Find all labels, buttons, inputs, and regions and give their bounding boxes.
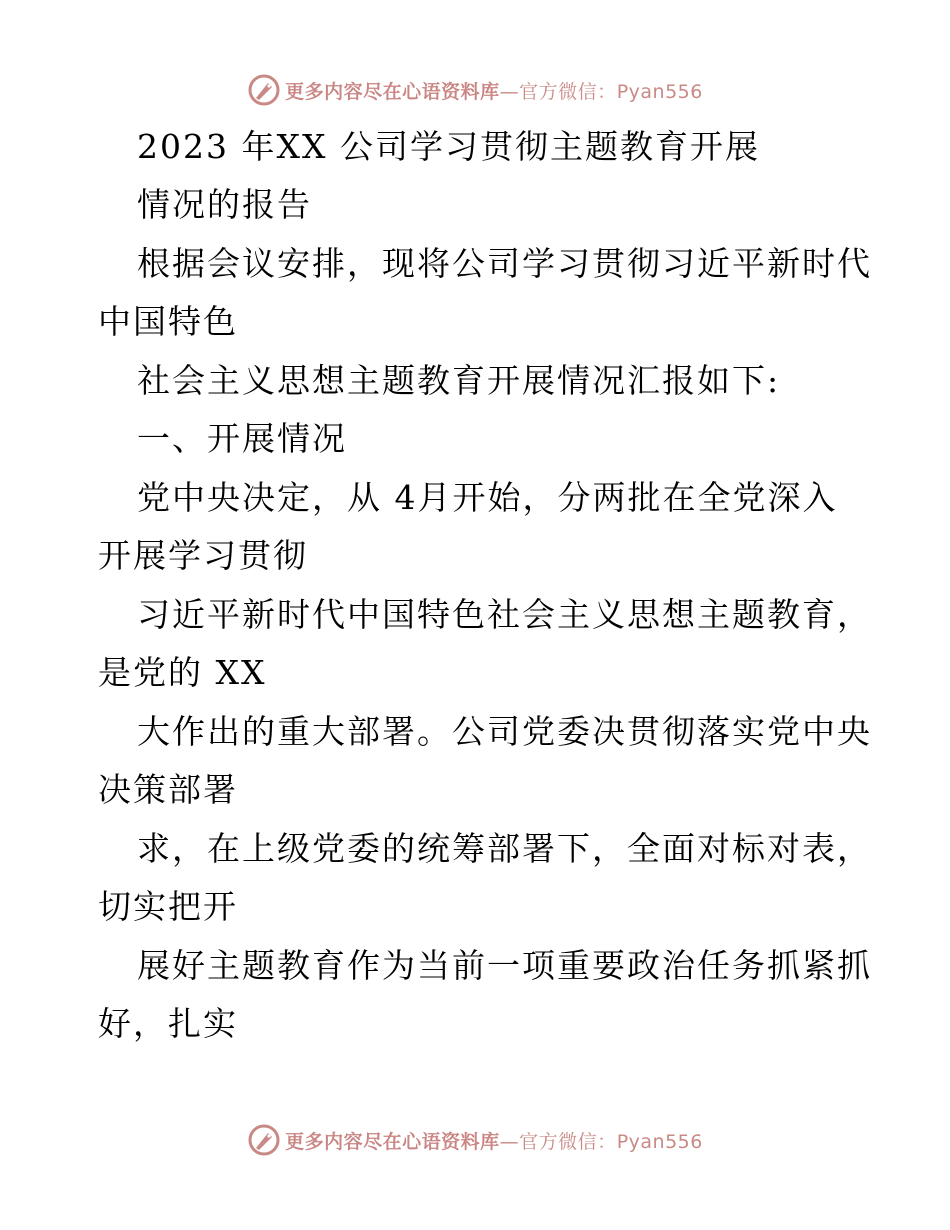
paragraph-line: 切实把开 — [98, 887, 238, 926]
paragraph-line: 好，扎实 — [98, 1004, 238, 1043]
paragraph-line: 社会主义思想主题教育开展情况汇报如下: — [137, 361, 781, 400]
watermark-separator: — — [499, 1130, 520, 1153]
watermark-contact-label: 官方微信： — [519, 80, 617, 103]
paragraph-line: 展好主题教育作为当前一项重要政治任务抓紧抓 — [137, 946, 872, 985]
watermark-contact-id: Pyan556 — [616, 1130, 703, 1153]
watermark-text — [285, 77, 703, 104]
paragraph-line: 开展学习贯彻 — [98, 536, 308, 575]
watermark-separator: — — [499, 80, 520, 103]
watermark-contact-id: Pyan556 — [616, 80, 703, 103]
paragraph-line: 求，在上级党委的统筹部署下，全面对标对表， — [137, 829, 872, 868]
document-title-line-1: 2023 年XX 公司学习贯彻主题教育开展 — [137, 127, 760, 166]
paragraph-line: 党中央决定，从 4月开始，分两批在全党深入 — [137, 478, 838, 517]
section-heading: 一、开展情况 — [137, 419, 347, 458]
watermark-brand: 更多内容尽在心语资料库 — [285, 1130, 500, 1153]
watermark-brand: 更多内容尽在心语资料库 — [285, 80, 500, 103]
paragraph-line: 根据会议安排，现将公司学习贯彻习近平新时代 — [137, 244, 872, 283]
pen-nib-logo-icon — [247, 1123, 281, 1157]
paragraph-line: 是党的 XX — [98, 653, 267, 692]
paragraph-line: 大作出的重大部署。公司党委决贯彻落实党中央 — [137, 712, 872, 751]
document-title-line-2: 情况的报告 — [137, 185, 312, 224]
footer-watermark — [0, 1120, 950, 1160]
paragraph-line: 决策部署 — [98, 770, 238, 809]
paragraph-line: 习近平新时代中国特色社会主义思想主题教育， — [137, 595, 872, 634]
header-watermark — [0, 70, 950, 110]
watermark-text — [285, 1127, 703, 1154]
watermark-contact-label: 官方微信： — [519, 1130, 617, 1153]
pen-nib-logo-icon — [247, 73, 281, 107]
paragraph-line: 中国特色 — [98, 302, 238, 341]
